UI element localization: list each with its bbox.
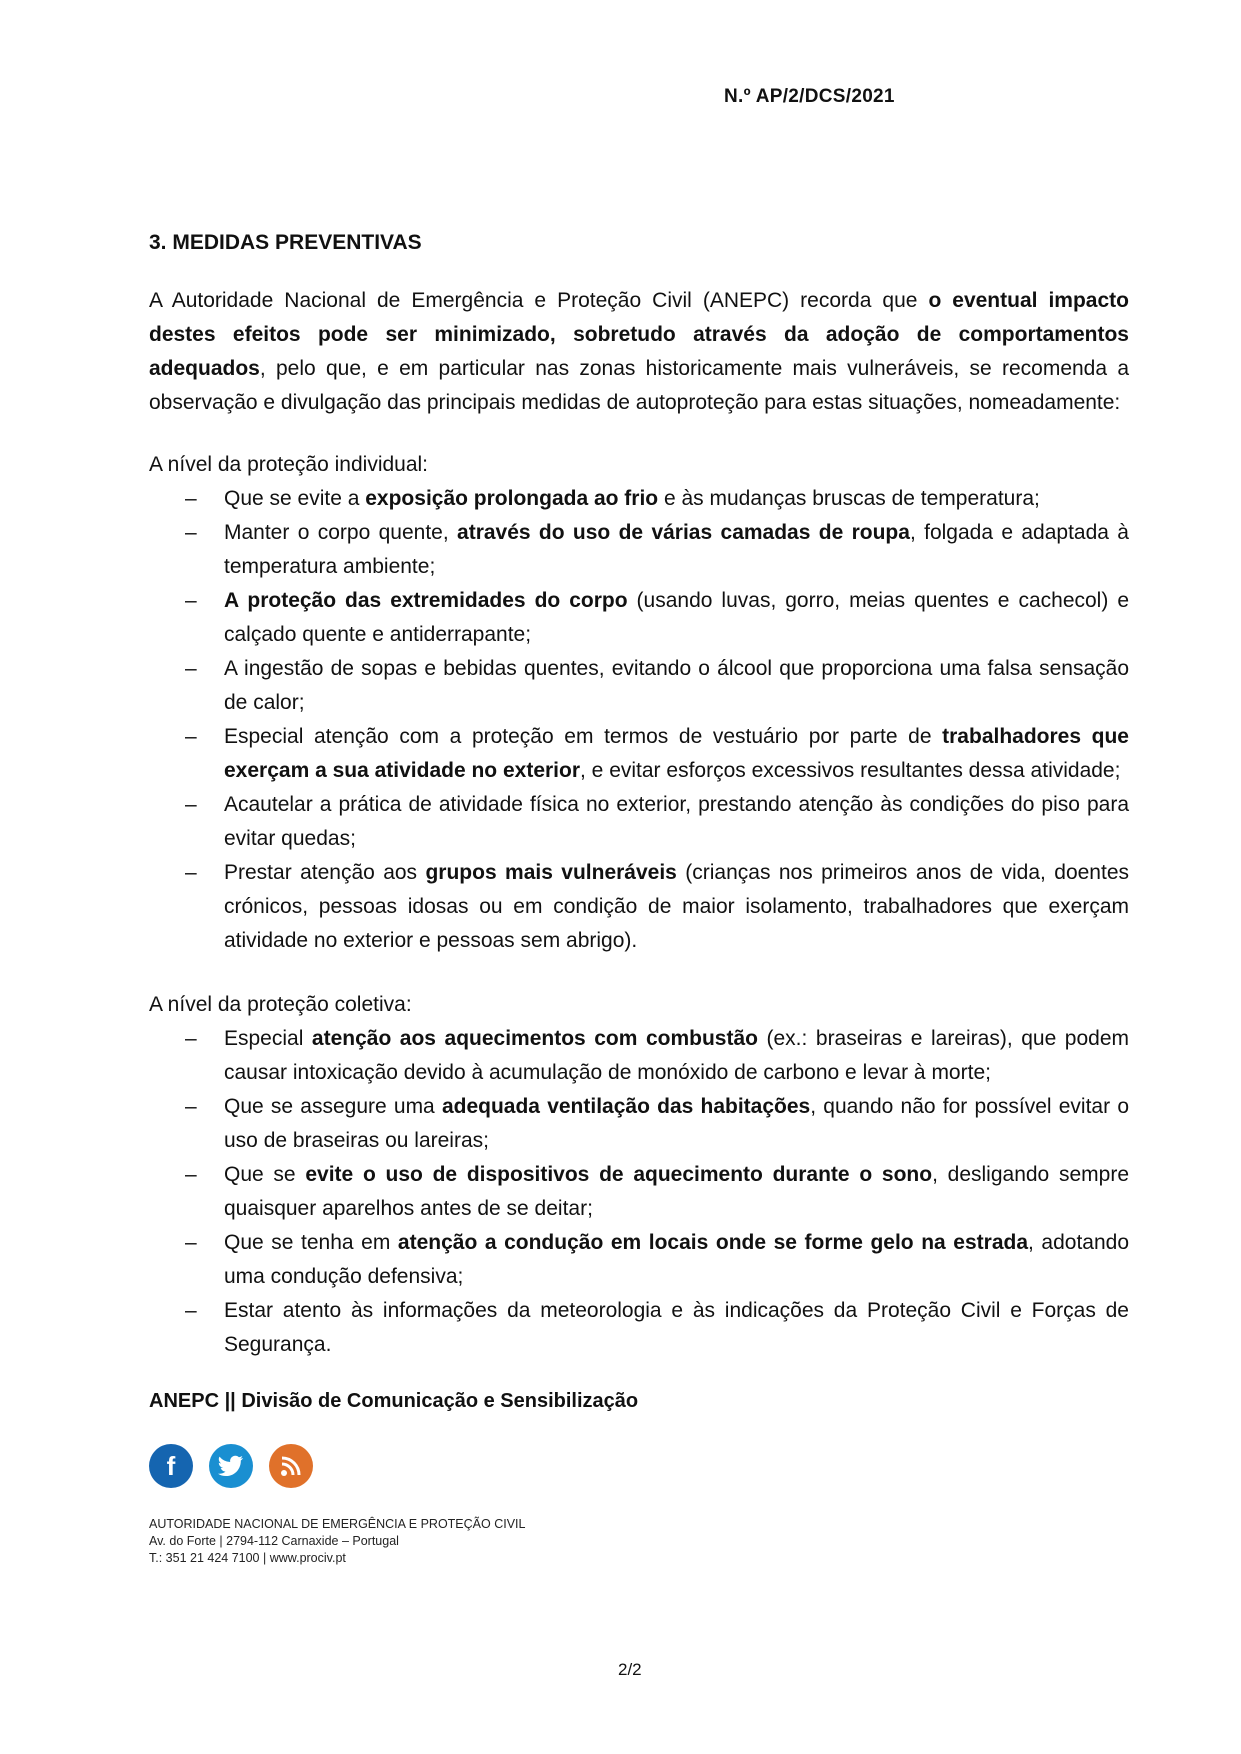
individual-measures-list	[149, 482, 1129, 958]
measure-text: , desligando sempre quaisquer aparelhos antes de se deitar;	[224, 1163, 1129, 1220]
page-number: 2/2	[618, 1660, 642, 1679]
collective-protection-label: A nível da proteção coletiva:	[149, 993, 412, 1016]
collective-measure-item	[149, 1294, 1129, 1362]
list-dash: –	[185, 1095, 197, 1118]
list-dash: –	[185, 861, 197, 884]
list-dash: –	[185, 725, 197, 748]
individual-measure-item	[149, 516, 1129, 584]
measure-text: (ex.: braseiras e lareiras), que podem causar intoxicação devido à acumulação de monóxido de carbono e levar à morte;	[224, 1027, 1129, 1084]
measure-emphasis: atenção a condução em locais onde se forme gelo na estrada	[397, 1231, 1029, 1254]
individual-measure-item	[149, 652, 1129, 720]
list-dash: –	[185, 589, 197, 612]
measure-text: Especial atenção com a proteção em termos de vestuário por parte de	[224, 725, 943, 748]
twitter-bird-glyph	[218, 1455, 244, 1477]
measure-emphasis: atenção aos aquecimentos com combustão	[311, 1027, 758, 1050]
intro-paragraph	[149, 284, 1129, 420]
measure-text: (crianças nos primeiros anos de vida, doentes crónicos, pessoas idosas ou em condição de maior isolamento, trabalhadores que exerçam atividade no exterior e pessoas sem abrigo).	[224, 861, 1129, 952]
individual-measure-item	[149, 720, 1129, 788]
footer-organization: AUTORIDADE NACIONAL DE EMERGÊNCIA E PROTEÇÃO CIVIL	[149, 1517, 526, 1531]
collective-measure-item	[149, 1158, 1129, 1226]
list-dash: –	[185, 1299, 197, 1322]
list-dash: –	[185, 657, 197, 680]
rss-icon[interactable]	[269, 1444, 313, 1488]
measure-text: Acautelar a prática de atividade física no exterior, prestando atenção às condições do piso para evitar quedas;	[224, 793, 1129, 850]
measure-emphasis: A proteção das extremidades do corpo	[224, 589, 628, 612]
measure-emphasis: exposição prolongada ao frio	[365, 487, 659, 510]
measure-text: Prestar atenção aos	[224, 861, 426, 884]
social-links	[149, 1444, 1129, 1488]
measure-emphasis: trabalhadores que exerçam a sua atividade no exterior	[224, 725, 1129, 782]
collective-measure-item	[149, 1090, 1129, 1158]
measure-text: e às mudanças bruscas de temperatura;	[658, 487, 1040, 510]
measure-text: , e evitar esforços excessivos resultantes dessa atividade;	[580, 759, 1121, 782]
measure-text: (usando luvas, gorro, meias quentes e cachecol) e calçado quente e antiderrapante;	[224, 589, 1129, 646]
measure-text: , adotando uma condução defensiva;	[224, 1231, 1130, 1288]
document-body	[149, 228, 1129, 1567]
measure-text: Especial	[224, 1027, 312, 1050]
section-heading: 3. MEDIDAS PREVENTIVAS	[149, 231, 422, 254]
measure-emphasis: grupos mais vulneráveis	[425, 861, 677, 884]
measure-text: Que se assegure uma	[224, 1095, 442, 1118]
list-dash: –	[185, 1231, 197, 1254]
collective-measure-item	[149, 1022, 1129, 1090]
measure-text: Manter o corpo quente,	[224, 521, 458, 544]
measure-text: Estar atento às informações da meteorologia e às indicações da Proteção Civil e Forças de Segurança.	[224, 1299, 1129, 1356]
document-number: N.º AP/2/DCS/2021	[724, 86, 895, 107]
list-dash: –	[185, 487, 197, 510]
measure-emphasis: adequada ventilação das habitações	[441, 1095, 811, 1118]
rss-glyph	[280, 1455, 302, 1477]
measure-text: Que se	[224, 1163, 306, 1186]
list-dash: –	[185, 1163, 197, 1186]
individual-measure-item	[149, 788, 1129, 856]
footer-contact-line: T.: 351 21 424 7100 | www.prociv.pt	[149, 1551, 346, 1565]
intro-emphasis: o eventual impacto destes efeitos pode ser minimizado, sobretudo através da adoção de comportamentos adequados	[149, 289, 1129, 380]
footer-contact	[149, 1516, 1129, 1567]
individual-measure-item	[149, 482, 1129, 516]
measure-text: Que se tenha em	[224, 1231, 398, 1254]
individual-measure-item	[149, 584, 1129, 652]
measure-text: , quando não for possível evitar o uso de braseiras ou lareiras;	[224, 1095, 1129, 1152]
list-dash: –	[185, 521, 197, 544]
individual-measure-item	[149, 856, 1129, 958]
collective-measures-list	[149, 1022, 1129, 1362]
measure-emphasis: evite o uso de dispositivos de aquecimento durante o sono	[305, 1163, 933, 1186]
footer-address: Av. do Forte | 2794-112 Carnaxide – Portugal	[149, 1534, 399, 1548]
signature: ANEPC || Divisão de Comunicação e Sensibilização	[149, 1390, 639, 1412]
list-dash: –	[185, 1027, 197, 1050]
individual-protection-label: A nível da proteção individual:	[149, 453, 429, 476]
intro-text: , pelo que, e em particular nas zonas historicamente mais vulneráveis, se recomenda a observação e divulgação das principais medidas de autoproteção para estas situações, nomeadamente:	[149, 357, 1129, 414]
measure-emphasis: através do uso de várias camadas de roupa	[457, 521, 910, 544]
collective-measure-item	[149, 1226, 1129, 1294]
measure-text: A ingestão de sopas e bebidas quentes, evitando o álcool que proporciona uma falsa sensação de calor;	[224, 657, 1129, 714]
list-dash: –	[185, 793, 197, 816]
measure-text: Que se evite a	[224, 487, 366, 510]
twitter-icon[interactable]	[209, 1444, 253, 1488]
intro-text: A Autoridade Nacional de Emergência e Proteção Civil (ANEPC) recorda que	[149, 289, 929, 312]
measure-text: , folgada e adaptada à temperatura ambiente;	[224, 521, 1129, 578]
facebook-icon[interactable]: f	[149, 1444, 193, 1488]
